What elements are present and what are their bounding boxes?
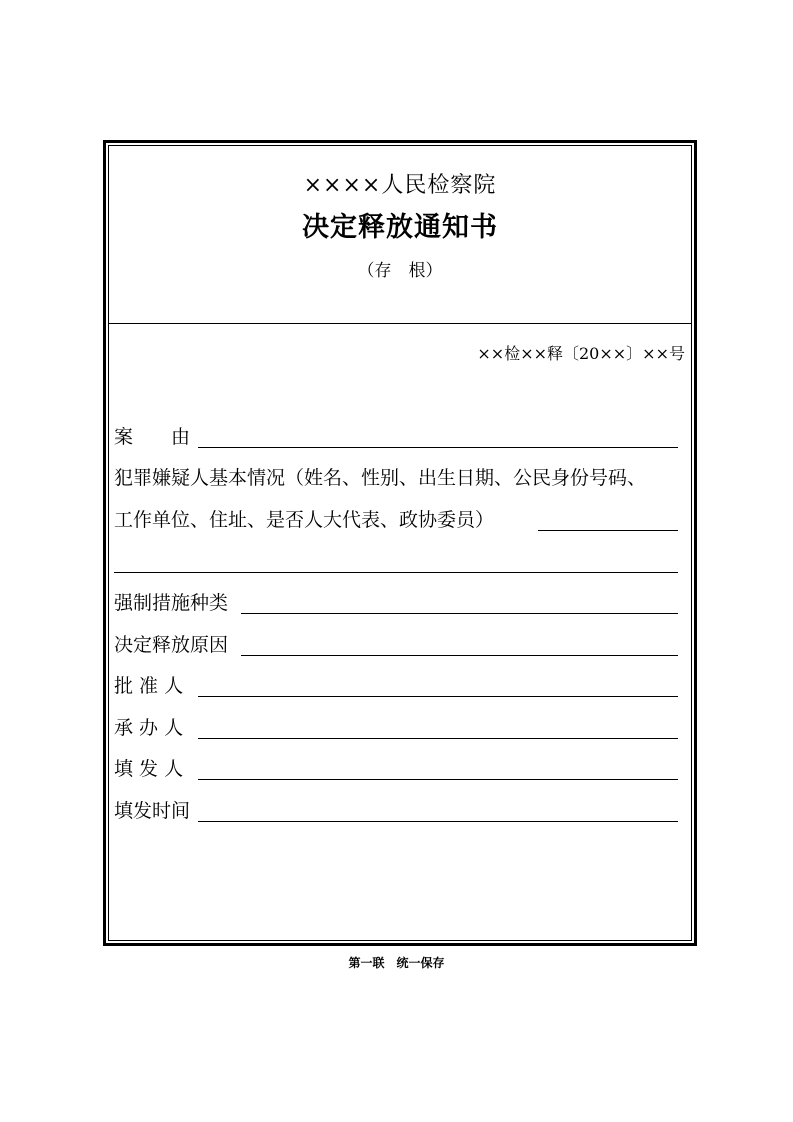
issue-time-label: 填发时间 — [114, 800, 191, 822]
approver-line — [198, 696, 678, 697]
measure-type-line — [241, 613, 678, 614]
release-reason-label: 决定释放原因 — [114, 634, 229, 656]
case-cause-label: 案 由 — [114, 426, 191, 448]
case-cause-line — [198, 447, 678, 448]
header-divider — [108, 323, 692, 324]
release-reason-line — [241, 655, 678, 656]
handler-label: 承 办 人 — [114, 717, 184, 739]
stub-label: （存 根） — [357, 261, 443, 281]
measure-type-label: 强制措施种类 — [114, 592, 229, 614]
handler-line — [198, 738, 678, 739]
copy-note-footer: 第一联 统一保存 — [348, 956, 445, 970]
issue-time-line — [198, 821, 678, 822]
suspect-info-line2 — [114, 572, 678, 573]
suspect-info-label-line1: 犯罪嫌疑人基本情况（姓名、性别、出生日期、公民身份号码、 — [114, 467, 647, 489]
suspect-info-label-line2: 工作单位、住址、是否人大代表、政协委员） — [114, 509, 495, 531]
document-number: ××检××释〔20××〕××号 — [477, 344, 685, 363]
document-title: 决定释放通知书 — [302, 212, 498, 243]
issuer-line — [198, 779, 678, 780]
issuer-label: 填 发 人 — [114, 758, 184, 780]
approver-label: 批 准 人 — [114, 675, 184, 697]
suspect-info-line1 — [538, 530, 678, 531]
organization-name: ××××人民检察院 — [303, 173, 497, 198]
